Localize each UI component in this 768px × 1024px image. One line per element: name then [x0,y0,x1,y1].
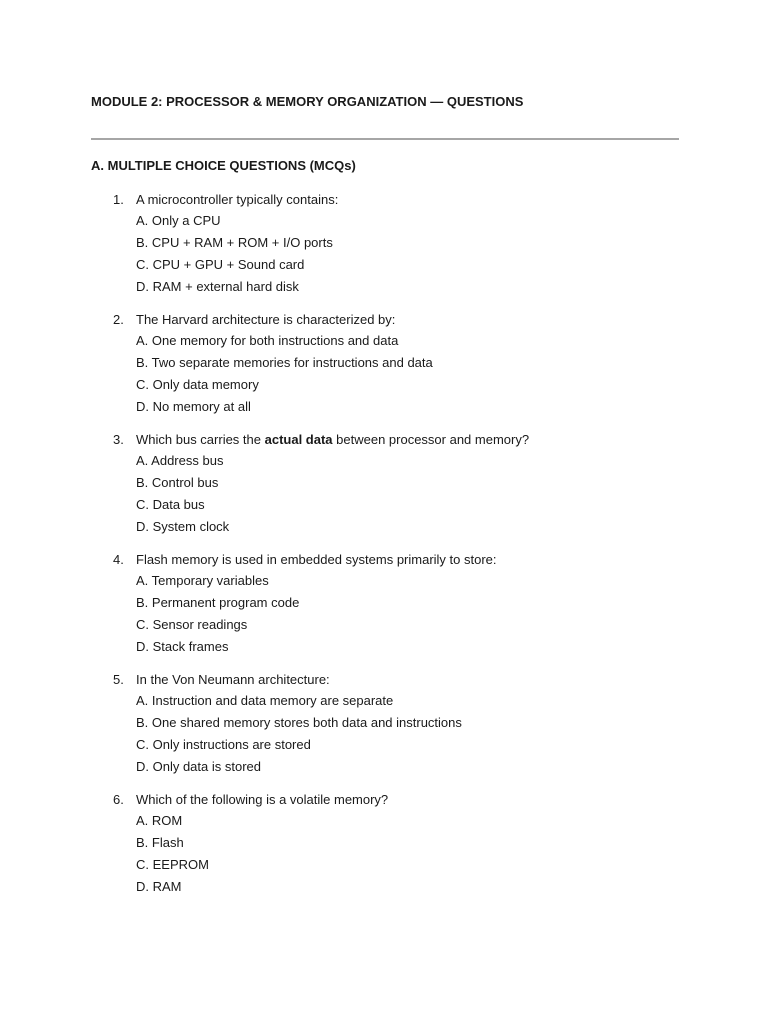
question-text [136,429,529,450]
question-text: In the Von Neumann architecture: [136,672,330,687]
option-a: A. Temporary variables [136,573,269,588]
option-list [0,570,768,658]
question-6 [0,789,768,898]
question-5 [0,669,768,778]
option-d: D. Stack frames [136,639,229,654]
question-number: 2. [113,312,124,327]
question-number: 6. [113,792,124,807]
question-text-part: Which bus carries the [136,432,265,447]
question-text-part: between processor and memory? [332,432,530,447]
option-c: C. Data bus [136,497,205,512]
option-list [0,450,768,538]
option-d: D. RAM [136,879,182,894]
option-b: B. CPU + RAM + ROM + I/O ports [136,235,333,250]
option-a: A. Address bus [136,453,224,468]
question-text: Flash memory is used in embedded systems primarily to store: [136,552,497,567]
option-b: B. Permanent program code [136,595,300,610]
option-b: B. Two separate memories for instructions and data [136,355,433,370]
section-title: A. MULTIPLE CHOICE QUESTIONS (MCQs) [91,158,356,173]
option-c: C. Sensor readings [136,617,248,632]
option-a: A. Instruction and data memory are separate [136,693,394,708]
option-list [0,810,768,898]
question-text-emphasis: actual data [264,432,333,447]
question-text: A microcontroller typically contains: [136,192,339,207]
question-4 [0,549,768,658]
question-list [0,189,768,909]
option-d: D. Only data is stored [136,759,261,774]
option-d: D. RAM + external hard disk [136,279,299,294]
option-d: D. No memory at all [136,399,251,414]
horizontal-divider [91,138,679,140]
option-b: B. Control bus [136,475,219,490]
question-3 [0,429,768,538]
option-c: C. CPU + GPU + Sound card [136,257,305,272]
option-c: C. Only data memory [136,377,259,392]
option-a: A. Only a CPU [136,213,221,228]
option-list [0,210,768,298]
option-b: B. Flash [136,835,184,850]
option-b: B. One shared memory stores both data and instructions [136,715,462,730]
question-text: Which of the following is a volatile memory? [136,792,389,807]
question-text: The Harvard architecture is characterized by: [136,312,396,327]
option-a: A. ROM [136,813,183,828]
option-c: C. EEPROM [136,857,209,872]
question-number: 3. [113,432,124,447]
option-list [0,690,768,778]
question-1 [0,189,768,298]
question-2 [0,309,768,418]
document-title: MODULE 2: PROCESSOR & MEMORY ORGANIZATION — QUESTIONS [91,94,524,109]
question-number: 1. [113,192,124,207]
option-c: C. Only instructions are stored [136,737,311,752]
question-number: 4. [113,552,124,567]
option-list [0,330,768,418]
question-number: 5. [113,672,124,687]
option-a: A. One memory for both instructions and data [136,333,399,348]
option-d: D. System clock [136,519,230,534]
